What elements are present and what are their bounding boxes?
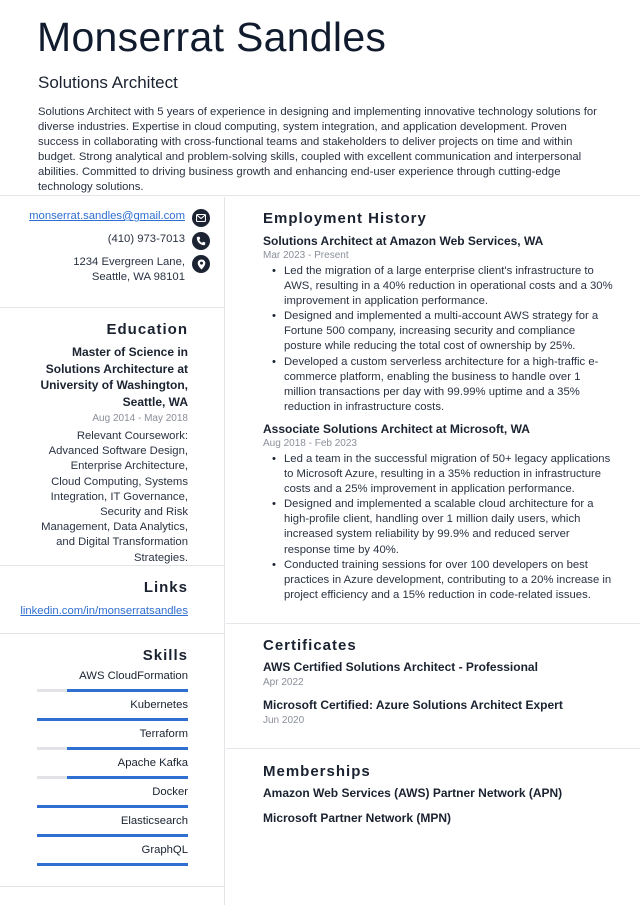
contact-phone-row[interactable]: [108, 232, 210, 250]
skill-label: Elasticsearch: [120, 815, 188, 827]
education-heading: Education: [106, 321, 188, 338]
skill-level-fill: [37, 834, 188, 837]
skill-level-fill: [67, 747, 188, 750]
employment-heading: Employment History: [263, 210, 427, 227]
map-pin-icon: [192, 255, 210, 273]
education-entry: [38, 344, 188, 566]
certificate-2-date: Jun 2020: [263, 715, 305, 726]
membership-2: Microsoft Partner Network (MPN): [263, 811, 452, 825]
certificate-1-date: Apr 2022: [263, 677, 304, 688]
education-dates: Aug 2014 - May 2018: [92, 413, 188, 424]
relevant-coursework: Relevant Coursework: Advanced Software Design, Enterprise Architecture, Cloud Computing, Systems Integration, IT Governance, Security and Risk Management, Data Analytics, and Digital Transformation Strategies.: [41, 430, 188, 564]
skill-label: GraphQL: [141, 844, 188, 856]
certificate-2-name: Microsoft Certified: Azure Solutions Architect Expert: [263, 698, 563, 712]
list-item: • Conducted training sessions for over 100 developers on best practices in Azure development, contributing to a 20% increase in project efficiency and a 15% reduction in code-related issues.: [263, 558, 613, 603]
membership-1: Amazon Web Services (AWS) Partner Network (APN): [263, 786, 563, 800]
skill-label: Apache Kafka: [117, 757, 188, 769]
skill-level-bar: [37, 718, 188, 721]
skill-level-fill: [37, 718, 188, 721]
skill-level-bar: [37, 776, 188, 779]
skill-item: [37, 698, 188, 721]
education-section: [0, 308, 225, 566]
candidate-name: Monserrat Sandles: [37, 14, 387, 60]
skill-item: [37, 727, 188, 750]
job-2-bullets: [263, 452, 613, 603]
skill-level-bar: [37, 689, 188, 692]
contact-email-row[interactable]: [29, 209, 210, 227]
job-1-title: Solutions Architect at Amazon Web Services, WA: [263, 234, 544, 248]
skill-level-fill: [37, 863, 188, 866]
skills-heading: Skills: [142, 647, 188, 664]
skill-level-bar: [37, 805, 188, 808]
contact-section: [0, 197, 225, 308]
list-item: • Designed and implemented a multi-account AWS strategy for a Fortune 500 company, increasing security and compliance posture while reducing the total cost of ownership by 25%.: [263, 309, 613, 354]
envelope-icon: [192, 209, 210, 227]
skill-label: Terraform: [139, 728, 188, 740]
skill-level-fill: [37, 805, 188, 808]
links-section: [0, 566, 225, 634]
address-text: 1234 Evergreen Lane, Seattle, WA 98101: [73, 256, 185, 283]
links-heading: Links: [143, 579, 188, 596]
skills-section: [0, 634, 225, 887]
skill-level-bar: [37, 747, 188, 750]
resume-header: [0, 0, 640, 196]
skill-label: Kubernetes: [130, 699, 188, 711]
skill-level-bar: [37, 834, 188, 837]
degree-title: Master of Science in Solutions Architecture at University of Washington, Seattle, WA: [40, 345, 188, 409]
job-1-dates: Mar 2023 - Present: [263, 250, 349, 261]
phone-number[interactable]: (410) 973-7013: [107, 233, 185, 245]
list-item: • Designed and implemented a scalable cloud architecture for a high-profile client, handling over 1 million daily users, which increased system reliability by 99.9% and reduced server response time by 40%.: [263, 497, 613, 557]
skill-level-fill: [67, 689, 188, 692]
certificate-1-name: AWS Certified Solutions Architect - Professional: [263, 660, 538, 674]
skill-item: [37, 814, 188, 837]
skill-level-fill: [67, 776, 188, 779]
skill-item: [37, 669, 188, 692]
skill-label: AWS CloudFormation: [79, 670, 188, 682]
email-link[interactable]: monserrat.sandles@gmail.com: [29, 210, 185, 222]
memberships-heading: Memberships: [263, 763, 371, 780]
phone-icon: [192, 232, 210, 250]
skill-item: [37, 756, 188, 779]
contact-address-row: [35, 255, 210, 285]
skill-level-bar: [37, 863, 188, 866]
linkedin-link[interactable]: linkedin.com/in/monserratsandles: [20, 605, 188, 617]
skill-item: [37, 785, 188, 808]
certificates-heading: Certificates: [263, 637, 357, 654]
list-item: • Led the migration of a large enterprise client's infrastructure to AWS, resulting in a 40% reduction in operational costs and a 30% improvement in application performance.: [263, 264, 613, 309]
left-column: [0, 197, 225, 905]
job-2-title: Associate Solutions Architect at Microsoft, WA: [263, 422, 530, 436]
skill-item: [37, 843, 188, 866]
links-list: [20, 601, 188, 619]
professional-summary: Solutions Architect with 5 years of experience in designing and implementing innovative technology solutions for diverse industries. Expertise in cloud computing, system integration, and application development. Proven success in collaborating with cross-functional teams and stakeholders to deliver projects on time and within budget. Strong analytical and problem-solving skills, coupled with excellent communication and interpersonal abilities. Committed to driving business growth and enhancing end-user experience through cutting-edge technology solutions.: [38, 106, 597, 194]
list-item: • Led a team in the successful migration of 50+ legacy applications to Microsoft Azure, resulting in a 35% reduction in infrastructure costs and a 25% improvement in application performance.: [263, 452, 613, 497]
section-divider: [226, 748, 640, 749]
section-divider: [226, 623, 640, 624]
list-item: • Developed a custom serverless architecture for a high-traffic e-commerce platform, enabling the business to handle over 1 million transactions per day with 99.99% uptime and a 35% reduction in infrastructure costs.: [263, 355, 613, 415]
job-2-dates: Aug 2018 - Feb 2023: [263, 438, 357, 449]
skill-label: Docker: [152, 786, 188, 798]
job-1-bullets: [263, 264, 613, 415]
job-title-headline: Solutions Architect: [38, 73, 178, 92]
